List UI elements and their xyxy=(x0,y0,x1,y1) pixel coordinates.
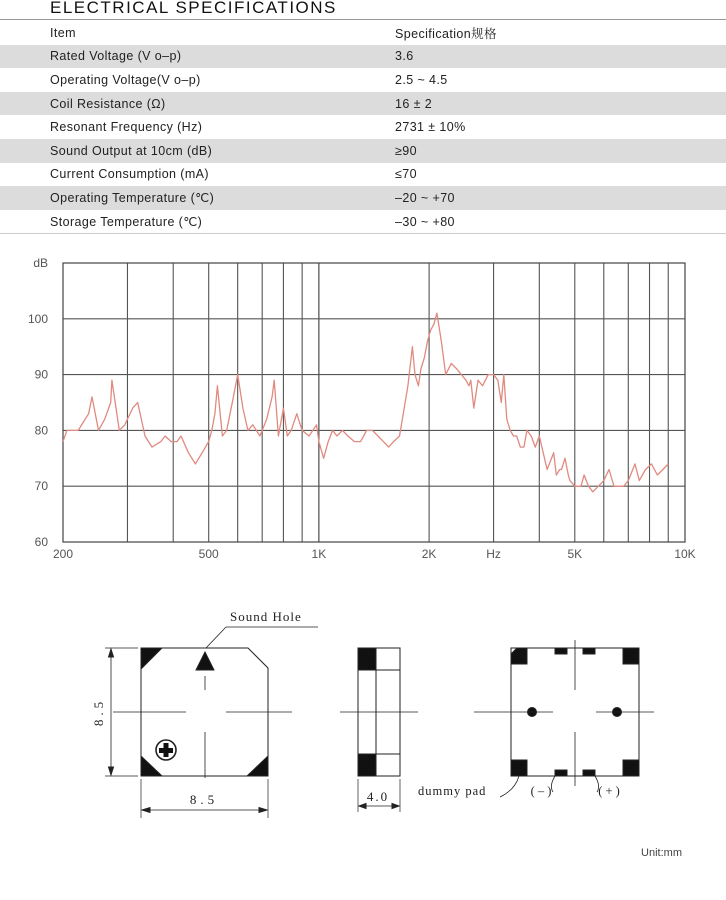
row-value: ≤70 xyxy=(395,167,417,182)
dummy-pad-leader xyxy=(500,776,519,797)
header-spec: Specification规格 xyxy=(395,26,497,41)
row-item: Sound Output at 10cm (dB) xyxy=(0,139,395,163)
row-value: 3.6 xyxy=(395,45,726,69)
negative-terminal-label: ( – ) xyxy=(530,784,552,798)
x-tick-label: 200 xyxy=(52,547,74,561)
row-item: Rated Voltage (V o–p) xyxy=(0,45,395,69)
x-tick-label: 2K xyxy=(421,547,437,561)
y-axis-label: dB xyxy=(33,256,48,270)
row-item: Coil Resistance (Ω) xyxy=(0,92,395,116)
row-item: Resonant Frequency (Hz) xyxy=(50,120,203,135)
dim-arrow xyxy=(109,649,114,657)
bottom-view xyxy=(474,640,654,797)
corner-pad-br xyxy=(247,756,268,776)
sound-hole-leader xyxy=(206,627,226,648)
edge-pad xyxy=(583,770,595,776)
y-tick-label: 60 xyxy=(34,535,48,549)
sound-hole-label: Sound Hole xyxy=(230,609,302,624)
corner-pad-bl xyxy=(511,760,527,776)
neg-leader xyxy=(551,776,555,792)
top-view xyxy=(105,627,318,818)
x-tick-label: 10K xyxy=(674,547,696,561)
dim-arrow xyxy=(259,808,267,813)
row-value: 2.5 ~ 4.5 xyxy=(395,72,448,87)
width-dimension: 8.5 xyxy=(189,792,219,807)
positive-terminal-label: ( + ) xyxy=(598,784,620,798)
row-value: 2731 ± 10% xyxy=(395,120,466,135)
corner-pad-br xyxy=(623,760,639,776)
dummy-pad-label: dummy pad xyxy=(418,784,487,798)
corner-pad-tr xyxy=(623,648,639,664)
edge-pad xyxy=(555,770,567,776)
row-value: ≥90 xyxy=(395,139,726,163)
x-tick-label: 1K xyxy=(311,547,327,561)
corner-pad-bl xyxy=(141,756,162,776)
unit-label: Unit:mm xyxy=(641,847,682,859)
page-title: ELECTRICAL SPECIFICATIONS xyxy=(50,0,337,17)
depth-dimension: 4.0 xyxy=(366,789,390,804)
side-terminal-top xyxy=(358,648,376,670)
dim-arrow xyxy=(142,808,150,813)
plus-sign xyxy=(164,743,169,757)
row-item: Current Consumption (mA) xyxy=(50,167,209,182)
dim-arrow xyxy=(109,767,114,775)
row-item: Operating Temperature (℃) xyxy=(0,186,395,210)
sound-hole-marker xyxy=(196,652,214,670)
edge-pad xyxy=(555,648,567,654)
y-tick-label: 70 xyxy=(34,479,48,494)
row-value: –20 ~ +70 xyxy=(395,186,726,210)
x-tick-label: 500 xyxy=(198,547,219,561)
dim-arrow xyxy=(359,804,366,809)
dim-arrow xyxy=(392,804,399,809)
header-item: Item xyxy=(50,25,76,40)
row-item: Operating Voltage(V o–p) xyxy=(50,72,201,87)
y-tick-label: 80 xyxy=(34,423,48,438)
row-value: 16 ± 2 xyxy=(395,92,726,116)
row-item: Storage Temperature (℃) xyxy=(0,210,395,234)
y-tick-label: 90 xyxy=(34,367,48,382)
corner-pad-tl xyxy=(511,648,527,664)
x-tick-label: Hz xyxy=(486,547,501,561)
y-tick-label: 100 xyxy=(27,311,48,326)
corner-pad-tl xyxy=(141,648,162,669)
height-dimension: 8.5 xyxy=(91,697,106,727)
side-view xyxy=(340,648,418,812)
row-value: –30 ~ +80 xyxy=(395,210,726,234)
side-terminal-bottom xyxy=(358,754,376,776)
x-tick-label: 5K xyxy=(567,547,583,561)
edge-pad xyxy=(583,648,595,654)
